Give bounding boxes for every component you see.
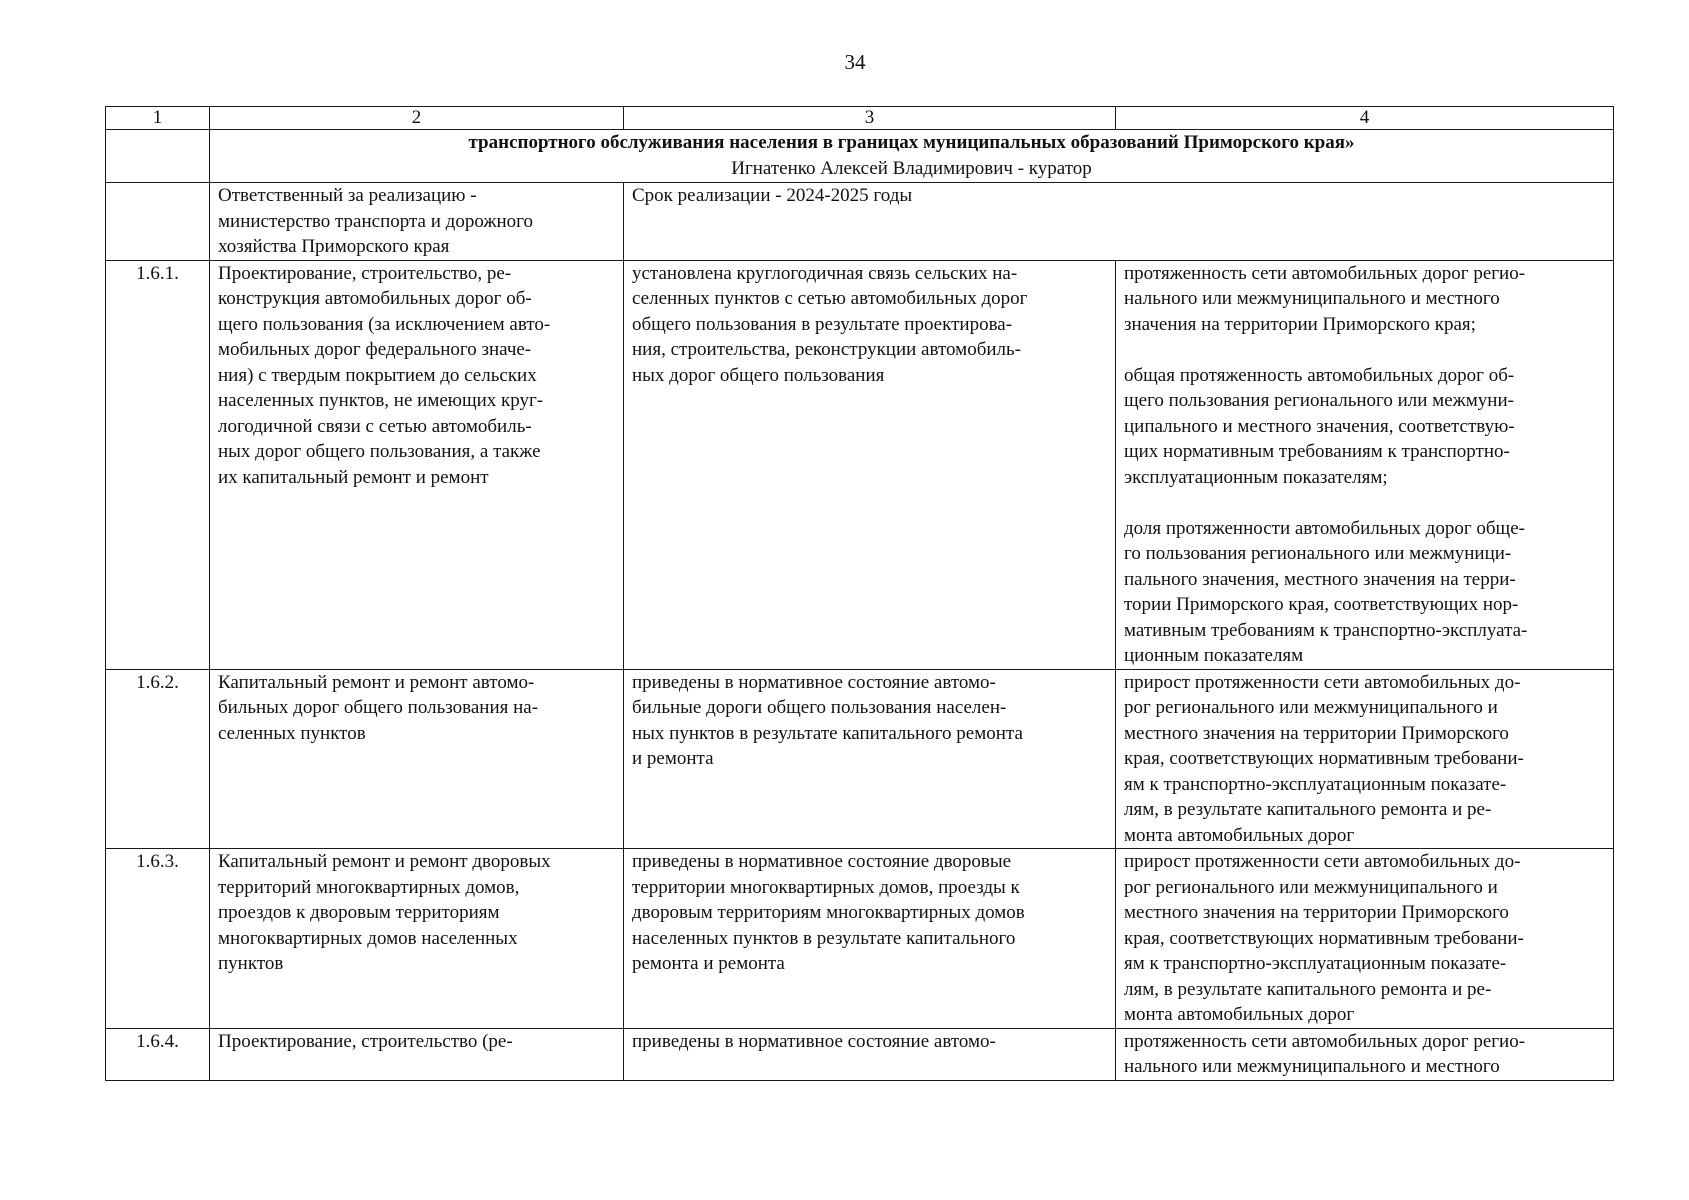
result-cell: приведены в нормативное состояние автомо- xyxy=(624,1028,1116,1080)
empty-cell xyxy=(106,183,210,261)
task-cell: Капитальный ремонт и ремонт автомо- бильных дорог общего пользования на- селенных пунктов xyxy=(210,669,624,849)
column-number: 1 xyxy=(106,107,210,130)
table-row xyxy=(106,1028,1614,1080)
row-number: 1.6.1. xyxy=(106,260,210,669)
task-cell: Проектирование, строительство, ре- конструкция автомобильных дорог об- щего пользования (за исключением авто- мобильных дорог федерального значе- ния) с твердым покрытием до сельских населенных пунктов, не имеющих круг- логодичной связи с сетью автомобиль- ных дорог общего пользования, а также их капитальный ремонт и ремонт xyxy=(210,260,624,669)
indicator-cell: прирост протяженности сети автомобильных до- рог регионального или межмуниципального и местного значения на территории Приморского края, соответствующих нормативным требовани- ям к транспортно-эксплуатационным показате- лям, в результате капитального ремонта и ре- монта автомобильных дорог xyxy=(1116,669,1614,849)
column-number: 3 xyxy=(624,107,1116,130)
row-number: 1.6.4. xyxy=(106,1028,210,1080)
result-cell: приведены в нормативное состояние автомо- бильные дороги общего пользования населен- ных пунктов в результате капитального ремонта и ремонта xyxy=(624,669,1116,849)
table-row xyxy=(106,260,1614,669)
section-title-row xyxy=(106,130,1614,183)
table-row xyxy=(106,849,1614,1029)
page-number: 34 xyxy=(844,50,866,74)
column-number: 2 xyxy=(210,107,624,130)
indicator-cell: протяженность сети автомобильных дорог регио- нального или межмуниципального и местного значения на территории Приморского края; общая протяженность автомобильных дорог об- щего пользования регионального или межмуни- ципального и местного значения, соответствую- щих нормативным требованиям к транспортно- эксплуатационным показателям; доля протяженности автомобильных дорог обще- го пользования регионального или межмуници- пального значения, местного значения на терри- тории Приморского края, соответствующих нор- мативным требованиям к транспортно-эксплуата- ционным показателям xyxy=(1116,260,1614,669)
period-cell: Срок реализации - 2024-2025 годы xyxy=(624,183,1614,261)
row-number: 1.6.3. xyxy=(106,849,210,1029)
section-info-row xyxy=(106,183,1614,261)
table-row xyxy=(106,669,1614,849)
section-title-cell xyxy=(210,130,1614,183)
task-cell: Капитальный ремонт и ремонт дворовых территорий многоквартирных домов, проездов к дворовым территориям многоквартирных домов населенных пунктов xyxy=(210,849,624,1029)
row-number: 1.6.2. xyxy=(106,669,210,849)
section-title: транспортного обслуживания населения в границах муниципальных образований Приморского края» xyxy=(468,132,1355,153)
task-cell: Проектирование, строительство (ре- xyxy=(210,1028,624,1080)
column-number-row xyxy=(106,107,1614,130)
column-number: 4 xyxy=(1116,107,1614,130)
empty-cell xyxy=(106,130,210,183)
indicator-cell: протяженность сети автомобильных дорог регио- нального или межмуниципального и местного xyxy=(1116,1028,1614,1080)
program-table xyxy=(105,106,1614,1081)
indicator-cell: прирост протяженности сети автомобильных до- рог регионального или межмуниципального и местного значения на территории Приморского края, соответствующих нормативным требовани- ям к транспортно-эксплуатационным показате- лям, в результате капитального ремонта и ре- монта автомобильных дорог xyxy=(1116,849,1614,1029)
section-curator: Игнатенко Алексей Владимирович - куратор xyxy=(731,158,1092,179)
result-cell: установлена круглогодичная связь сельских на- селенных пунктов с сетью автомобильных дорог общего пользования в результате проектирова- ния, строительства, реконструкции автомобиль- ных дорог общего пользования xyxy=(624,260,1116,669)
responsible-cell: Ответственный за реализацию - министерство транспорта и дорожного хозяйства Приморского края xyxy=(210,183,624,261)
result-cell: приведены в нормативное состояние дворовые территории многоквартирных домов, проезды к дворовым территориям многоквартирных домов населенных пунктов в результате капитального ремонта и ремонта xyxy=(624,849,1116,1029)
